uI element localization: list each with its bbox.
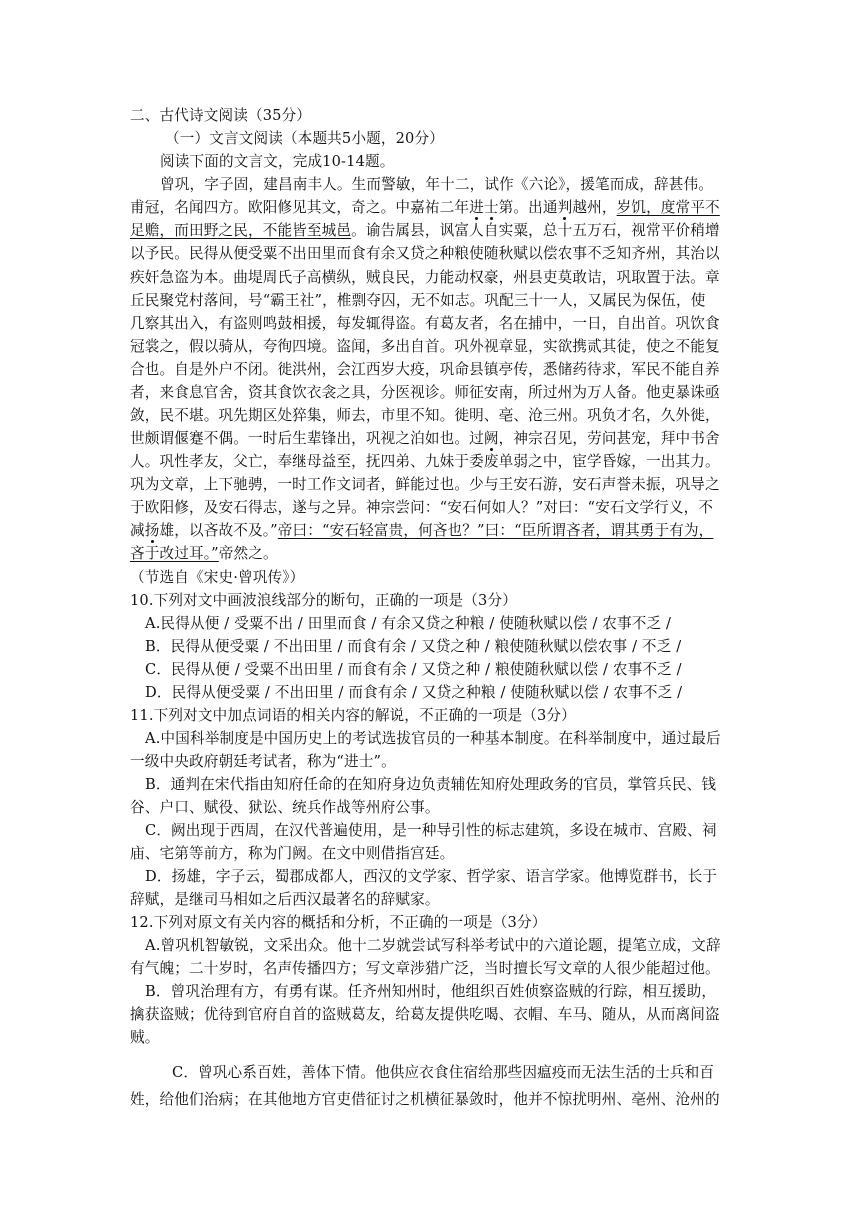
question-11-option-b: B．通判在宋代指由知府任命的在知府身边负责辅佐知府处理政务的官员，掌管兵民、钱 <box>145 776 717 793</box>
emphasis-dot-char: 进 <box>469 199 484 216</box>
question-11-option-a-cont: 一级中央政府朝廷考试者，称为“进士”。 <box>130 753 396 770</box>
passage-line: 巩为文章，上下驰骋，一时工作文词者，鲜能过也。少与王安石游，安石声誉未振，巩导之 <box>130 476 720 493</box>
question-11-stem: 11.下列对文中加点词语的相关内容的解说，不正确的一项是（3分） <box>130 707 576 724</box>
passage-line: 减扬雄，以吝故不及。”帝曰：“安石轻富贵，何吝也？”曰：“臣所谓吝者，谓其勇于有为， <box>130 522 714 539</box>
passage-line: 者，来食息官舍，资其食饮衣衾之具，分医视诊。师征安南，所过州为万人备。他吏暴诛亟 <box>130 384 720 401</box>
underlined-text: 足赡，而田野之民，不能皆至城邑 <box>130 222 352 239</box>
question-12-option-c-cont: 姓，给他们治病；在其他地方官吏借征讨之机横征暴敛时，他并不惊扰明州、亳州、沧州的 <box>130 1091 720 1108</box>
passage-line: 人。巩性孝友，父亡，奉继母益至，抚四弟、九妹于委废单弱之中，宦学昏嫁，一出其力。 <box>130 453 720 470</box>
source-note: （节选自《宋史·曾巩传》） <box>130 569 305 586</box>
underlined-text: 吝于改过耳。” <box>130 545 219 562</box>
passage-line: 以予民。民得从便受粟不出田里而食有余又贷之种粮使随秋赋以偿农事不乏知齐州，其治以 <box>130 245 720 262</box>
question-12-option-b-cont2: 贼。 <box>130 1029 160 1046</box>
question-12-option-a: A.曾巩机智敏锐，文采出众。他十二岁就尝试写科举考试中的六道论题，提笔立成，文辞 <box>145 937 721 954</box>
question-10-option-c: C．民得从便 / 受粟不出田里 / 而食有余 / 又贷之种 / 粮使随秋赋以偿 / 农事不乏 / <box>145 661 682 678</box>
question-12-option-b-cont: 擒获盗贼；优待到官府自首的盗贼葛友，给葛友提供吃喝、衣帽、车马、随从，从而离间盗 <box>130 1006 720 1023</box>
question-11-option-d: D．扬雄，字子云，蜀郡成都人，西汉的文学家、哲学家、语言学家。他博览群书，长于 <box>145 868 718 885</box>
passage-line: 敛，民不堪。巩先期区处猝集，师去，市里不知。徙明、亳、沧三州。巩负才名，久外徙， <box>130 407 720 424</box>
emphasis-dot-char: 士 <box>483 199 499 216</box>
question-11-option-c-cont: 庙、宅第等前方，称为门阙。在文中则借指宫廷。 <box>130 845 455 862</box>
passage-line: 曾巩，字子固，建昌南丰人。生而警敏，年十二，试作《六论》，援笔而成，辞甚伟。 <box>160 176 713 193</box>
passage-line: 于欧阳修，及安石得志，遂与之异。神宗尝问：“安石何如人？”对曰：“安石文学行义，不 <box>130 499 714 516</box>
passage-line: 甫冠，名闻四方。欧阳修见其文，奇之。中嘉祐二年进士第。出通判越州，岁饥，度常平不 <box>130 199 720 216</box>
passage-line: 吝于改过耳。”帝然之。 <box>130 545 278 562</box>
emphasis-dot-char: 扬 <box>144 522 160 539</box>
emphasis-dot-char: 判 <box>557 199 573 216</box>
instruction: 阅读下面的文言文，完成10-14题。 <box>160 153 395 170</box>
passage-line: 合也。自是外户不闭。徙洪州，会江西岁大疫，巩命县镇亭传，悉储药待求，军民不能自养 <box>130 361 720 378</box>
question-11-option-c: C．阙出现于西周，在汉代普遍使用，是一种导引性的标志建筑，多设在城市、宫殿、祠 <box>145 822 717 839</box>
question-10-option-b: B．民得从便受粟 / 不出田里 / 而食有余 / 又贷之种 / 粮使随秋赋以偿农事 / 不乏 / <box>145 638 682 655</box>
passage-line: 世颇谓偃蹇不偶。一时后生辈锋出，巩视之泊如也。过阙，神宗召见，劳问甚宠，拜中书舍 <box>130 430 720 447</box>
question-12-option-c: C．曾巩心系百姓，善体下情。他供应衣食住宿给那些因瘟疫而无法生活的士兵和百 <box>172 1064 715 1081</box>
section-title: 二、古代诗文阅读（35分） <box>130 107 312 124</box>
question-11-option-a: A.中国科举制度是中国历史上的考试选拔官员的一种基本制度。在科举制度中，通过最后 <box>145 730 721 747</box>
passage-line: 几察其出入，有盗则鸣鼓相援，每发辄得盗。有葛友者，名在捕中，一日，自出首。巩饮食 <box>130 315 720 332</box>
passage-line: 足赡，而田野之民，不能皆至城邑。谕告属县，讽富人自实粟，总十五万石，视常平价稍增 <box>130 222 720 239</box>
question-11-option-b-cont: 谷、户口、赋役、狱讼、统兵作战等州府公事。 <box>130 799 440 816</box>
question-11-option-d-cont: 辞赋，是继司马相如之后西汉最著名的辞赋家。 <box>130 891 440 908</box>
question-12-option-b: B．曾巩治理有方，有勇有谋。任齐州知州时，他组织百姓侦察盗贼的行踪，相互援助， <box>145 983 717 1000</box>
emphasis-dot-char: 阙 <box>483 430 499 447</box>
question-10-option-d: D．民得从便受粟 / 不出田里 / 而食有余 / 又贷之种粮 / 使随秋赋以偿 / 农事不乏 / <box>145 684 683 701</box>
underlined-text: 岁饥，度常平不 <box>616 199 720 216</box>
underlined-text: 帝曰：“安石轻富贵，何吝也？”曰：“臣所谓吝者，谓其勇于有为， <box>277 522 714 539</box>
question-10-option-a: A.民得从便 / 受粟不出 / 田里而食 / 有余又贷之种粮 / 使随秋赋以偿 / 农事不乏 / <box>145 615 672 632</box>
question-12-stem: 12.下列对原文有关内容的概括和分析，不正确的一项是（3分） <box>130 914 547 931</box>
passage-line: 疾奸急盗为本。曲堤周氏子高横纵，贼良民，力能动权豪，州县吏莫敢诘，巩取置于法。章 <box>130 269 720 286</box>
passage-line: 冠裳之，假以骑从，夸徇四境。盗闻，多出自首。巩外视章显，实欲携贰其徒，使之不能复 <box>130 338 720 355</box>
question-10-stem: 10.下列对文中画波浪线部分的断句，正确的一项是（3分） <box>130 592 517 609</box>
question-12-option-a-cont: 有气魄；二十岁时，名声传播四方；写文章涉猎广泛，当时擅长写文章的人很少能超过他。 <box>130 960 720 977</box>
passage-line: 丘民聚党村落间，号“霸王社”，椎剽夺囚，无不如志。巩配三十一人，又属民为保伍，使 <box>130 292 706 309</box>
subsection-title: （一）文言文阅读（本题共5小题，20分） <box>165 130 444 147</box>
